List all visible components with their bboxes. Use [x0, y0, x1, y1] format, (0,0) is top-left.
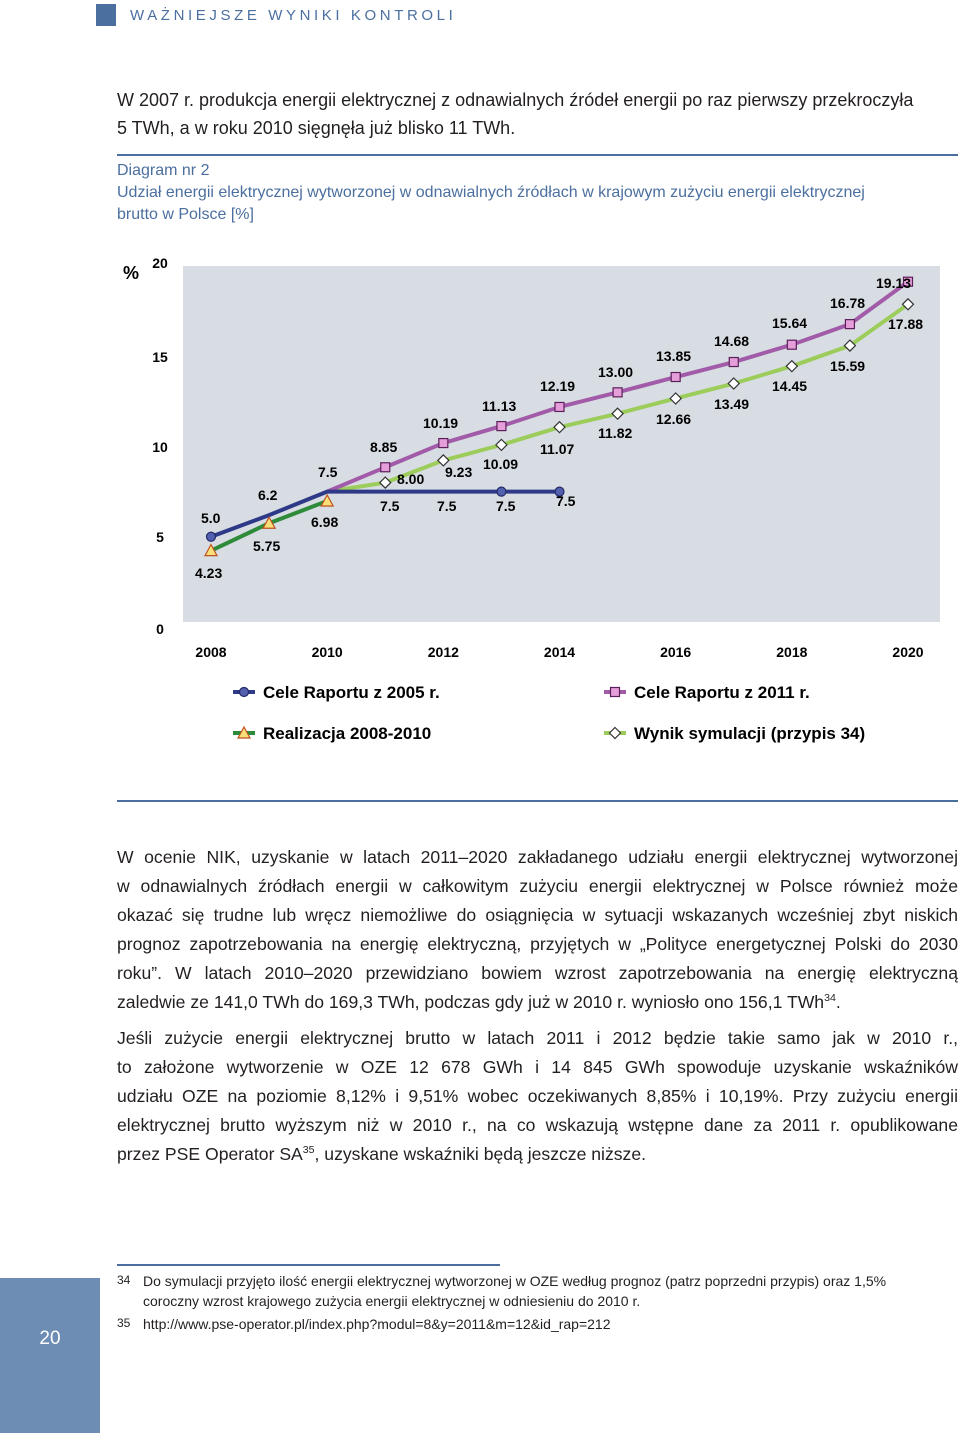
header-marker	[96, 4, 116, 26]
data-label-wynik-symulacji-przypis-34-2011: 8.00	[397, 471, 425, 487]
data-label-wynik-symulacji-przypis-34-2016: 12.66	[656, 411, 692, 427]
x-tick-label: 2014	[543, 644, 576, 660]
body-p2-line-1: Jeśli zużycie energii elektrycznej brutto w latach 2011 i 2012 będzie takie samo jak w 2010 r.,	[117, 1028, 958, 1048]
legend-marker-wynik-symulacji-przypis-34	[610, 728, 621, 739]
data-label-wynik-symulacji-przypis-34-2013: 10.09	[483, 456, 519, 472]
data-label-cele-raportu-z-2005-r-2012: 7.5	[437, 498, 457, 514]
body-p1-line-6	[117, 988, 958, 1017]
data-label-cele-raportu-z-2011-r-2011: 8.85	[370, 439, 398, 455]
data-label-cele-raportu-z-2011-r-2020: 19.13	[876, 275, 912, 291]
y-tick-label: 5	[156, 529, 164, 545]
body-p2-line-4: elektrycznej brutto wyższym niż w 2010 r., na co wskazują wstępne dane za 2011 r. opublikowane	[117, 1115, 958, 1135]
y-tick-label: 0	[156, 621, 164, 637]
data-point-cele-raportu-z-2005-r-2013	[497, 487, 506, 496]
legend-label-wynik-symulacji-przypis-34: Wynik symulacji (przypis 34)	[634, 724, 866, 743]
y-tick-label: 10	[152, 439, 168, 455]
data-label-realizacja-2008-2010-2010: 6.98	[311, 514, 339, 530]
data-label-cele-raportu-z-2005-r-2013: 7.5	[496, 498, 516, 514]
data-label-wynik-symulacji-przypis-34-2017: 13.49	[714, 396, 750, 412]
data-label-realizacja-2008-2010-2008: 4.23	[195, 565, 223, 581]
intro-line-1: W 2007 r. produkcja energii elektrycznej z odnawialnych źródeł energii po raz pierwszy przekroczyła	[117, 90, 914, 110]
data-point-cele-raportu-z-2011-r-2016	[671, 373, 680, 382]
x-tick-label: 2010	[311, 644, 343, 660]
legend-label-realizacja-2008-2010: Realizacja 2008-2010	[263, 724, 432, 743]
footnote-34-line-2: coroczny wzrost krajowego zużycia energii elektrycznej w odniesieniu do 2010 r.	[143, 1293, 641, 1309]
data-label-wynik-symulacji-przypis-34-2012: 9.23	[445, 464, 473, 480]
intro-line-2: 5 TWh, a w roku 2010 sięgnęła już blisko 11 TWh.	[117, 118, 516, 138]
footnote-rule	[117, 1264, 500, 1266]
data-point-cele-raportu-z-2011-r-2013	[497, 422, 506, 431]
body-p1-line-2: w odnawialnych źródłach energii w całkowitym zużyciu energii elektrycznej w Polsce również może	[117, 876, 958, 896]
x-tick-label: 2020	[892, 644, 924, 660]
page-number: 20	[39, 1328, 61, 1349]
footnote-ref-34: 34	[824, 992, 836, 1005]
x-tick-label: 2018	[776, 644, 808, 660]
body-p1-line-3: okazać się trudne lub wręcz niemożliwe do osiągnięcia w sytuacji wskazanych wcześniej zbyt niskich	[117, 905, 958, 925]
data-label-cele-raportu-z-2011-r-2017: 14.68	[714, 333, 750, 349]
data-label-wynik-symulacji-przypis-34-2018: 14.45	[772, 378, 808, 394]
legend-marker-cele-raportu-z-2011-r	[611, 688, 620, 697]
data-point-cele-raportu-z-2011-r-2014	[555, 402, 564, 411]
data-label-cele-raportu-z-2005-r-2014: 7.5	[556, 493, 576, 509]
data-label-cele-raportu-z-2011-r-2012: 10.19	[423, 415, 459, 431]
x-tick-label: 2012	[427, 644, 459, 660]
footnote-ref-35: 35	[302, 1144, 315, 1157]
data-label-cele-raportu-z-2005-r-2010: 7.5	[318, 464, 338, 480]
data-point-cele-raportu-z-2011-r-2011	[381, 463, 390, 472]
legend-label-cele-raportu-z-2005-r: Cele Raportu z 2005 r.	[263, 683, 440, 702]
data-label-wynik-symulacji-przypis-34-2019: 15.59	[830, 358, 866, 374]
caption-rule	[117, 154, 958, 156]
body-p2-last-b: , uzyskane wskaźniki będą jeszcze niższe.	[314, 1144, 647, 1164]
data-label-wynik-symulacji-przypis-34-2014: 11.07	[540, 441, 575, 457]
legend-label-cele-raportu-z-2011-r: Cele Raportu z 2011 r.	[634, 683, 810, 702]
data-label-cele-raportu-z-2005-r-2008: 5.0	[201, 510, 221, 526]
data-point-cele-raportu-z-2011-r-2019	[845, 320, 854, 329]
data-point-cele-raportu-z-2011-r-2012	[439, 439, 448, 448]
data-point-cele-raportu-z-2005-r-2008	[207, 532, 216, 541]
y-axis-title: %	[123, 263, 140, 283]
body-p1-line-6-text: zaledwie ze 141,0 TWh do 169,3 TWh, podczas gdy już w 2010 r. wyniosło ono 156,1 TWh	[117, 992, 825, 1012]
body-p1-line-5: roku”. W latach 2010–2020 przewidziano bowiem wzrost zapotrzebowania na energię elektryczną	[117, 963, 958, 983]
data-label-cele-raportu-z-2011-r-2013: 11.13	[482, 398, 517, 414]
legend-marker-cele-raportu-z-2005-r	[240, 688, 249, 697]
body-p2-last-a: przez PSE Operator SA	[117, 1144, 303, 1164]
page-number-panel	[0, 1278, 100, 1433]
data-label-cele-raportu-z-2005-r-2011: 7.5	[380, 498, 400, 514]
chart	[0, 240, 960, 770]
data-label-realizacja-2008-2010-2009: 5.75	[253, 538, 281, 554]
data-label-wynik-symulacji-przypis-34-2015: 11.82	[598, 425, 633, 441]
footnote-34-line-1: Do symulacji przyjęto ilość energii elektrycznej wytworzonej w OZE według prognoz (patrz poprzedni przypis) oraz 1,5%	[143, 1273, 887, 1289]
body-p2-line-3: udziału OZE na poziomie 8,12% i 9,51% wobec oczekiwanych 8,85% i 10,19%. Przy zużyciu energii	[117, 1086, 958, 1106]
data-label-cele-raportu-z-2011-r-2016: 13.85	[656, 348, 692, 364]
body-p1-end: .	[835, 992, 841, 1012]
y-tick-label: 20	[152, 255, 168, 271]
diagram-title-line-2: brutto w Polsce [%]	[117, 206, 254, 223]
y-tick-label: 15	[152, 349, 168, 365]
chart-bottom-rule	[117, 800, 958, 802]
diagram-title-line-1: Udział energii elektrycznej wytworzonej w odnawialnych źródłach w krajowym zużyciu energii elektrycznej	[117, 184, 865, 201]
x-tick-label: 2016	[660, 644, 692, 660]
body-p2-line-2: to założone wytworzenie w OZE 12 678 GWh i 14 845 GWh spowoduje uzyskanie wskaźników	[117, 1057, 958, 1077]
body-p1-line-1: W ocenie NIK, uzyskanie w latach 2011–2020 zakładanego udziału energii elektrycznej wytworzonej	[117, 847, 958, 867]
footnote-34-number: 34	[117, 1273, 131, 1287]
data-label-cele-raportu-z-2011-r-2015: 13.00	[598, 364, 634, 380]
data-label-cele-raportu-z-2011-r-2019: 16.78	[830, 295, 866, 311]
data-label-cele-raportu-z-2005-r-2009: 6.2	[258, 487, 278, 503]
data-point-cele-raportu-z-2011-r-2015	[613, 388, 622, 397]
data-point-cele-raportu-z-2011-r-2017	[729, 358, 738, 367]
data-label-cele-raportu-z-2011-r-2018: 15.64	[772, 315, 808, 331]
body-p2-line-5	[117, 1140, 958, 1169]
data-point-cele-raportu-z-2011-r-2018	[787, 340, 796, 349]
data-label-cele-raportu-z-2011-r-2014: 12.19	[540, 378, 576, 394]
footnote-35-link[interactable]: http://www.pse-operator.pl/index.php?modul=8&y=2011&m=12&id_rap=212	[143, 1316, 611, 1332]
body-p1-line-4: prognoz zapotrzebowania na energię elektryczną, przyjętych w „Polityce energetycznej Polski do 2030	[117, 934, 958, 954]
footnote-35-number: 35	[117, 1316, 131, 1330]
diagram-label: Diagram nr 2	[117, 162, 210, 179]
section-title: WAŻNIEJSZE WYNIKI KONTROLI	[130, 7, 457, 24]
data-label-wynik-symulacji-przypis-34-2020: 17.88	[888, 316, 924, 332]
x-tick-label: 2008	[195, 644, 227, 660]
